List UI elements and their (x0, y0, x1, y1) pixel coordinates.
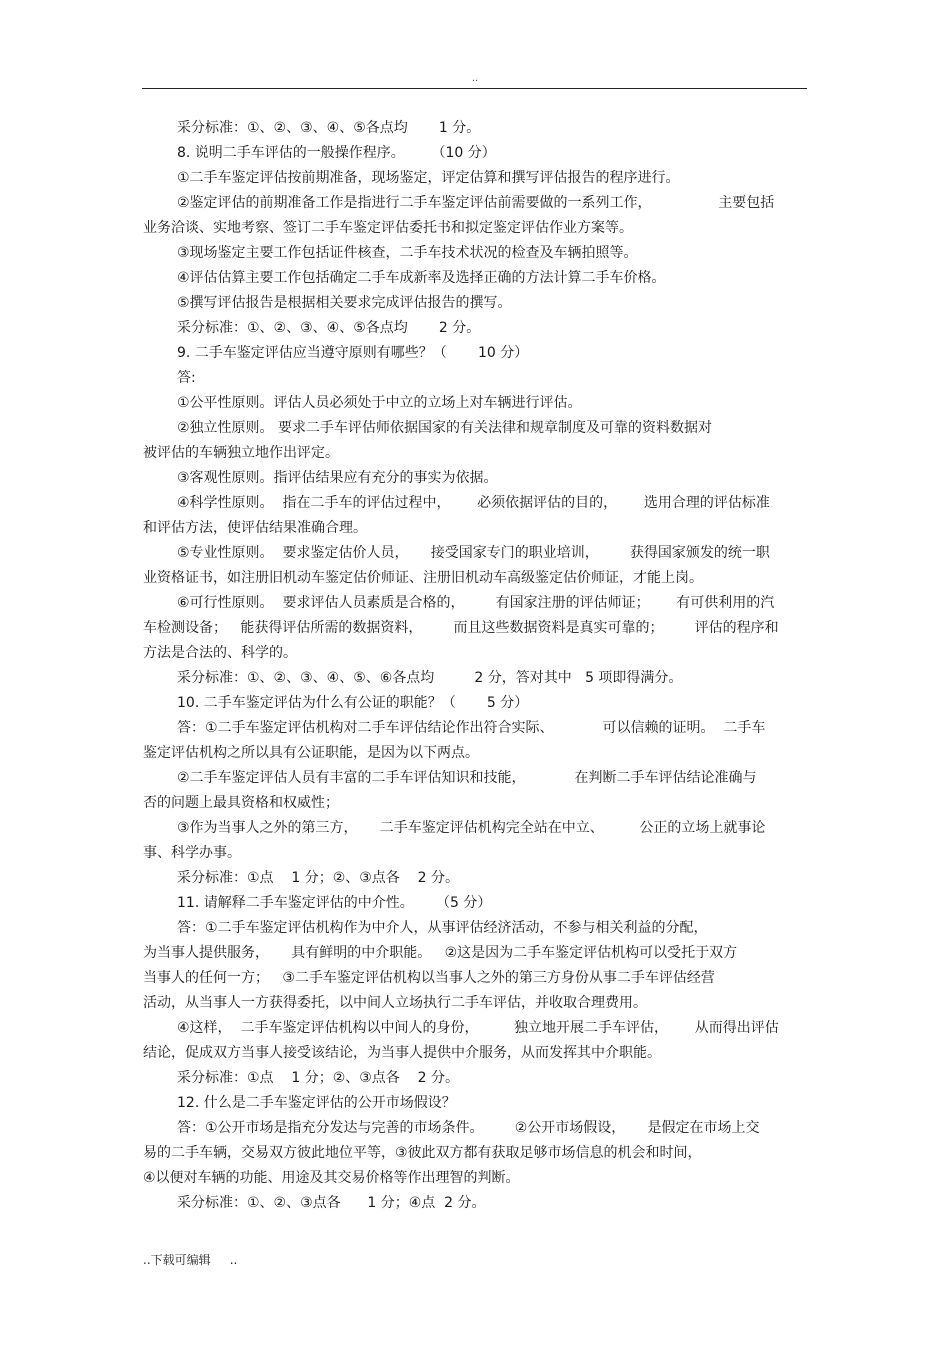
text-line: ①二手车鉴定评估按前期准备，现场鉴定，评定估算和撰写评估报告的程序进行。 (177, 170, 680, 186)
header-mark: .. (471, 73, 479, 84)
text-line: 采分标准：①点 1 分；②、③点各 2 分。 (177, 1070, 459, 1086)
text-line: 答：①公开市场是指充分发达与完善的市场条件。 ②公开市场假设， 是假定在市场上交 (177, 1120, 760, 1136)
text-line: 采分标准：①、②、③、④、⑤、⑥各点均 2 分，答对其中 5 项即得满分。 (177, 670, 683, 686)
text-line: 业务洽谈、实地考察、签订二手车鉴定评估委托书和拟定鉴定评估作业方案等。 (143, 220, 633, 236)
text-line: ③客观性原则。指评估结果应有充分的事实为依据。 (177, 470, 498, 486)
text-line: 8. 说明二手车评估的一般操作程序。 （10 分） (177, 145, 496, 161)
footer-text: ..下载可编辑 .. (143, 1253, 238, 1267)
text-line: 方法是合法的、科学的。 (143, 645, 297, 661)
text-line: 活动，从当事人一方获得委托，以中间人立场执行二手车评估，并收取合理费用。 (143, 995, 647, 1011)
text-line: ⑤撰写评估报告是根据相关要求完成评估报告的撰写。 (177, 295, 512, 311)
text-line: ④以便对车辆的功能、用途及其交易价格等作出理智的判断。 (143, 1170, 520, 1186)
text-line: 事、科学办事。 (143, 845, 241, 861)
text-line: 和评估方法，使评估结果准确合理。 (143, 520, 367, 536)
text-line: 采分标准：①、②、③点各 1 分；④点 2 分。 (177, 1195, 486, 1211)
text-line: 采分标准：①、②、③、④、⑤各点均 1 分。 (177, 120, 481, 136)
text-line: 答：①二手车鉴定评估机构作为中介人，从事评估经济活动，不参与相关利益的分配， (177, 920, 708, 936)
text-line: ②鉴定评估的前期准备工作是指进行二手车鉴定评估前需要做的一系列工作， 主要包括 (177, 195, 775, 211)
text-line: 业资格证书，如注册旧机动车鉴定估价师证、注册旧机动车高级鉴定估价师证，才能上岗。 (143, 570, 703, 586)
text-line: ⑥可行性原则。 要求评估人员素质是合格的， 有国家注册的评估师证； 有可供利用的汽 (177, 595, 775, 611)
text-line: 答：①二手车鉴定评估机构对二手车评估结论作出符合实际、 可以信赖的证明。 二手车 (177, 720, 766, 736)
text-line: 结论，促成双方当事人接受该结论，为当事人提供中介服务，从而发挥其中介职能。 (143, 1045, 661, 1061)
text-line: ④科学性原则。 指在二手车的评估过程中， 必须依据评估的目的， 选用合理的评估标准 (177, 495, 770, 511)
text-line: ③作为当事人之外的第三方， 二手车鉴定评估机构完全站在中立、 公正的立场上就事论 (177, 820, 766, 836)
document-body (143, 116, 807, 1216)
text-line: ②独立性原则。 要求二手车评估师依据国家的有关法律和规章制度及可靠的资料数据对 (177, 420, 712, 436)
text-line: ⑤专业性原则。 要求鉴定估价人员， 接受国家专门的职业培训， 获得国家颁发的统一职 (177, 545, 770, 561)
text-line: 采分标准：①点 1 分；②、③点各 2 分。 (177, 870, 459, 886)
text-line: 易的二手车辆，交易双方彼此地位平等，③彼此双方都有获取足够市场信息的机会和时间， (143, 1145, 702, 1161)
text-line: 为当事人提供服务， 具有鲜明的中介职能。 ②这是因为二手车鉴定评估机构可以受托于双方 (143, 945, 738, 961)
text-line: 否的问题上最具资格和权威性； (143, 795, 339, 811)
text-line: ①公平性原则。评估人员必须处于中立的立场上对车辆进行评估。 (177, 395, 582, 411)
text-line: 当事人的任何一方； ③二手车鉴定评估机构以当事人之外的第三方身份从事二手车评估经营 (143, 970, 715, 986)
text-line: 车检测设备； 能获得评估所需的数据资料， 而且这些数据资料是真实可靠的； 评估的程序和 (143, 620, 779, 636)
text-line: 鉴定评估机构之所以具有公证职能，是因为以下两点。 (143, 745, 479, 761)
text-line: ④评估估算主要工作包括确定二手车成新率及选择正确的方法计算二手车价格。 (177, 270, 666, 286)
text-line: 12. 什么是二手车鉴定评估的公开市场假设？ (177, 1095, 456, 1111)
text-line: 9. 二手车鉴定评估应当遵守原则有哪些？（ 10 分） (177, 345, 529, 361)
text-line: 答: (177, 370, 196, 386)
text-line: 采分标准：①、②、③、④、⑤各点均 2 分。 (177, 320, 481, 336)
text-line: ④这样， 二手车鉴定评估机构以中间人的身份， 独立地开展二手车评估， 从而得出评估 (177, 1020, 779, 1036)
text-line: 11. 请解释二手车鉴定评估的中介性。 （5 分） (177, 895, 492, 911)
header-rule (142, 88, 807, 89)
text-line: 10. 二手车鉴定评估为什么有公证的职能？（ 5 分） (177, 695, 529, 711)
text-line: ②二手车鉴定评估人员有丰富的二手车评估知识和技能， 在判断二手车评估结论准确与 (177, 770, 757, 786)
text-line: 被评估的车辆独立地作出评定。 (143, 445, 339, 461)
text-line: ③现场鉴定主要工作包括证件核查，二手车技术状况的检查及车辆拍照等。 (177, 245, 638, 261)
